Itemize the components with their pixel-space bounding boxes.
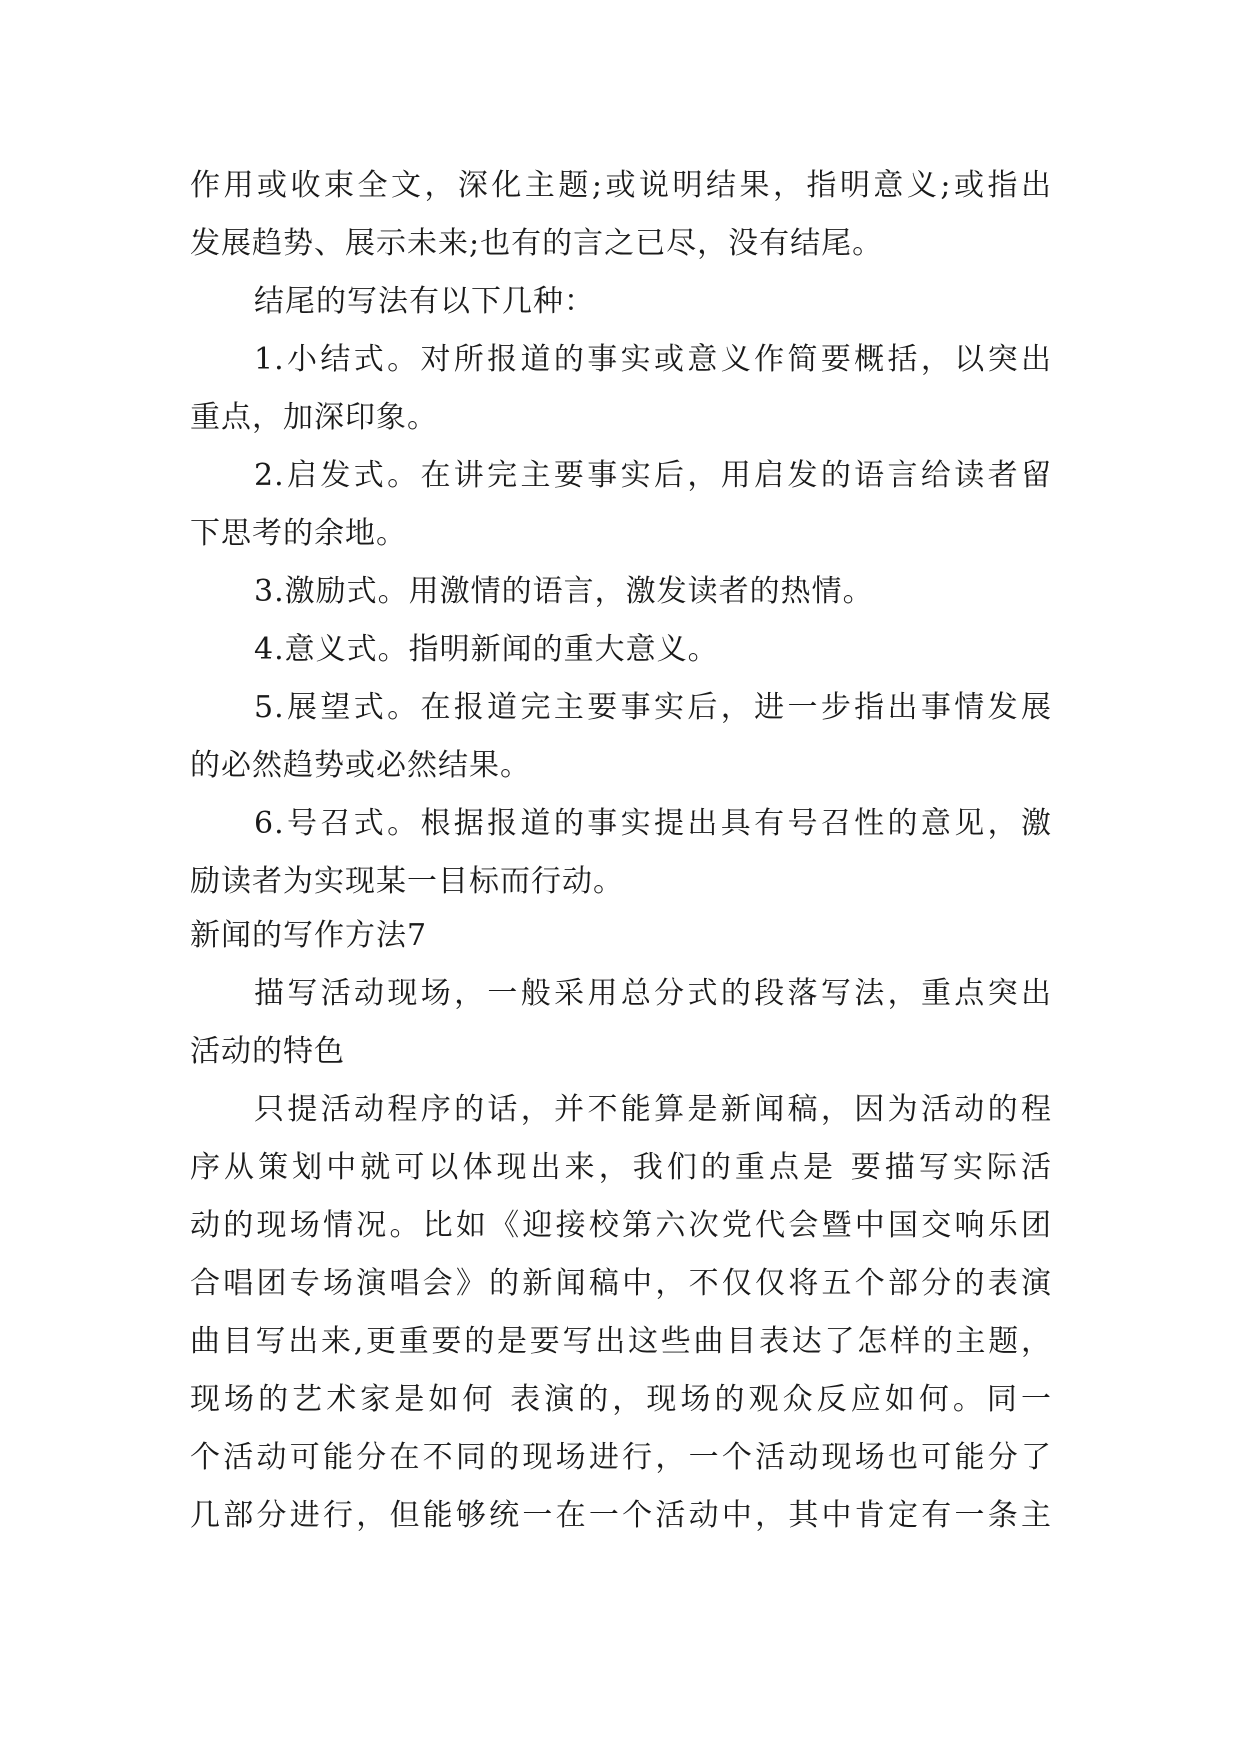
text-line: 励读者为实现某一目标而行动。 <box>190 864 624 899</box>
text-line: 作用或收束全文，深化主题;或说明结果，指明意义;或指出 <box>190 168 1052 203</box>
text-line: 只提活动程序的话，并不能算是新闻稿，因为活动的程 <box>254 1092 1052 1127</box>
text-line: 1.小结式。对所报道的事实或意义作简要概括，以突出 <box>254 342 1052 377</box>
text-line: 曲目写出来,更重要的是要写出这些曲目表达了怎样的主题， <box>190 1324 1052 1359</box>
text-line: 5.展望式。在报道完主要事实后，进一步指出事情发展 <box>254 690 1052 725</box>
text-line: 6.号召式。根据报道的事实提出具有号召性的意见，激 <box>254 806 1052 841</box>
text-line: 发展趋势、展示未来;也有的言之已尽，没有结尾。 <box>190 226 884 261</box>
text-line: 下思考的余地。 <box>190 516 407 551</box>
text-line: 2.启发式。在讲完主要事实后，用启发的语言给读者留 <box>254 458 1052 493</box>
text-line: 重点，加深印象。 <box>190 400 438 435</box>
text-line: 4.意义式。指明新闻的重大意义。 <box>254 632 719 667</box>
text-line: 3.激励式。用激情的语言，激发读者的热情。 <box>254 574 874 609</box>
text-line: 动的现场情况。比如《迎接校第六次党代会暨中国交响乐团 <box>190 1208 1052 1243</box>
text-line: 的必然趋势或必然结果。 <box>190 748 531 783</box>
text-line: 个活动可能分在不同的现场进行，一个活动现场也可能分了 <box>190 1440 1052 1475</box>
text-line: 序从策划中就可以体现出来，我们的重点是 要描写实际活 <box>190 1150 1052 1185</box>
text-line: 几部分进行，但能够统一在一个活动中，其中肯定有一条主 <box>190 1498 1052 1533</box>
text-line: 描写活动现场，一般采用总分式的段落写法，重点突出 <box>254 976 1052 1011</box>
text-line: 活动的特色 <box>190 1034 345 1069</box>
text-line: 结尾的写法有以下几种： <box>254 284 595 319</box>
section-heading: 新闻的写作方法7 <box>190 918 428 953</box>
text-line: 合唱团专场演唱会》的新闻稿中，不仅仅将五个部分的表演 <box>190 1266 1052 1301</box>
text-line: 现场的艺术家是如何 表演的，现场的观众反应如何。同一 <box>190 1382 1052 1417</box>
